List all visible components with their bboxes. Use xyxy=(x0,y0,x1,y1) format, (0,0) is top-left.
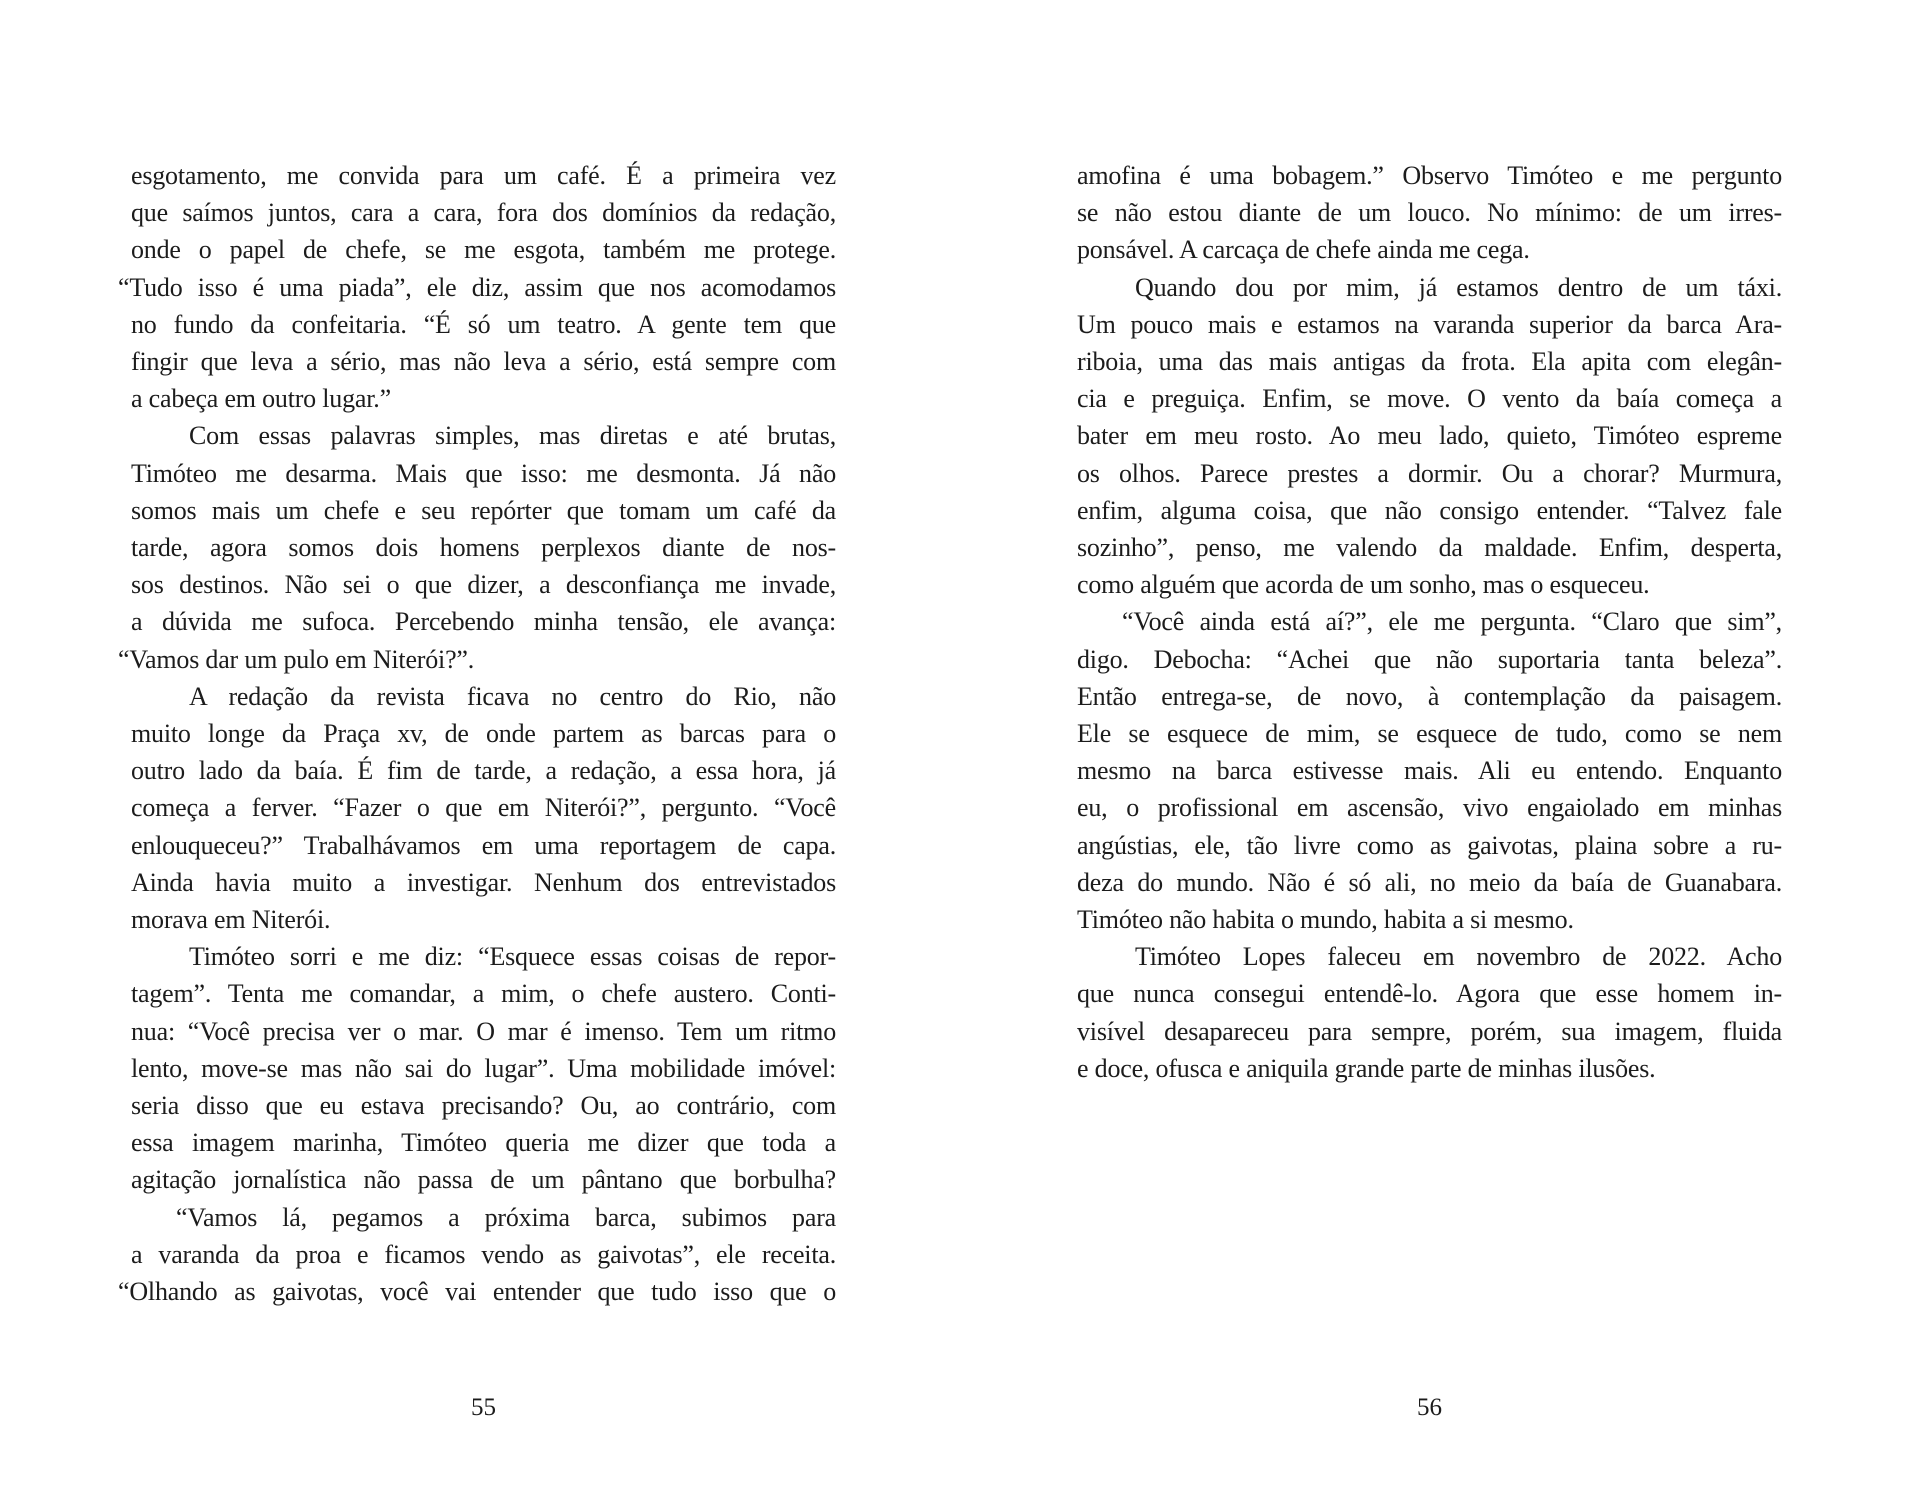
text-line: morava em Niterói. xyxy=(131,905,331,935)
text-line: muito longe da Praça xv, de onde partem as barcas para o xyxy=(131,719,836,749)
text-line: angústias, ele, tão livre como as gaivotas, plaina sobre a ru- xyxy=(1077,830,1782,860)
text-line: que nunca consegui entendê-lo. Agora que esse homem in- xyxy=(1077,979,1782,1009)
text-line: cia e preguiça. Enfim, se move. O vento da baía começa a xyxy=(1077,384,1782,414)
text-line: somos mais um chefe e seu repórter que tomam um café da xyxy=(131,495,836,525)
text-line: Timóteo sorri e me diz: “Esquece essas coisas de repor- xyxy=(189,942,836,972)
text-line: tagem”. Tenta me comandar, a mim, o chefe austero. Conti- xyxy=(131,979,836,1009)
text-line: agitação jornalística não passa de um pântano que borbulha? xyxy=(131,1165,836,1195)
text-line: a dúvida me sufoca. Percebendo minha tensão, ele avança: xyxy=(131,607,836,637)
text-line: tarde, agora somos dois homens perplexos diante de nos- xyxy=(131,533,836,563)
text-line: “Olhando as gaivotas, você vai entender que tudo isso que o xyxy=(118,1277,836,1307)
text-line: “Vamos lá, pegamos a próxima barca, subimos para xyxy=(176,1202,836,1232)
text-line: visível desapareceu para sempre, porém, sua imagem, fluida xyxy=(1077,1016,1782,1046)
text-line: enlouqueceu?” Trabalhávamos em uma reportagem de capa. xyxy=(131,830,836,860)
text-line: “Vamos dar um pulo em Niterói?”. xyxy=(118,644,475,674)
text-line: no fundo da confeitaria. “É só um teatro. A gente tem que xyxy=(131,309,836,339)
text-line: nua: “Você precisa ver o mar. O mar é imenso. Tem um ritmo xyxy=(131,1016,836,1046)
text-line: essa imagem marinha, Timóteo queria me dizer que toda a xyxy=(131,1128,836,1158)
text-line: Timóteo me desarma. Mais que isso: me desmonta. Já não xyxy=(131,458,836,488)
text-line: começa a ferver. “Fazer o que em Niterói?”, pergunto. “Você xyxy=(131,793,836,823)
text-line: sozinho”, penso, me valendo da maldade. Enfim, desperta, xyxy=(1077,533,1782,563)
text-line: deza do mundo. Não é só ali, no meio da baía de Guanabara. xyxy=(1077,867,1782,897)
text-line: enfim, alguma coisa, que não consigo entender. “Talvez fale xyxy=(1077,495,1782,525)
text-line: “Você ainda está aí?”, ele me pergunta. “Claro que sim”, xyxy=(1122,607,1782,637)
page-number-right: 56 xyxy=(1417,1394,1442,1421)
text-line: bater em meu rosto. Ao meu lado, quieto, Timóteo espreme xyxy=(1077,421,1782,451)
text-line: ponsável. A carcaça de chefe ainda me cega. xyxy=(1077,235,1530,265)
text-line: lento, move-se mas não sai do lugar”. Uma mobilidade imóvel: xyxy=(131,1053,836,1083)
text-line: riboia, uma das mais antigas da frota. Ela apita com elegân- xyxy=(1077,347,1782,377)
text-line: como alguém que acorda de um sonho, mas o esqueceu. xyxy=(1077,570,1650,600)
book-page-right-text xyxy=(1077,157,1782,1087)
text-line: Timóteo não habita o mundo, habita a si mesmo. xyxy=(1077,905,1574,935)
text-line: Ele se esquece de mim, se esquece de tudo, como se nem xyxy=(1077,719,1782,749)
text-line: digo. Debocha: “Achei que não suportaria tanta beleza”. xyxy=(1077,644,1782,674)
text-line: Timóteo Lopes faleceu em novembro de 2022. Acho xyxy=(1135,942,1782,972)
text-line: Então entrega-se, de novo, à contemplação da paisagem. xyxy=(1077,681,1782,711)
page-number-left: 55 xyxy=(471,1394,496,1421)
text-line: fingir que leva a sério, mas não leva a sério, está sempre com xyxy=(131,347,836,377)
text-line: se não estou diante de um louco. No mínimo: de um irres- xyxy=(1077,198,1782,228)
text-line: “Tudo isso é uma piada”, ele diz, assim que nos acomodamos xyxy=(118,272,836,302)
text-line: que saímos juntos, cara a cara, fora dos domínios da redação, xyxy=(131,198,836,228)
text-line: amofina é uma bobagem.” Observo Timóteo e me pergunto xyxy=(1077,161,1782,190)
book-page-left-text xyxy=(118,157,836,1310)
text-line: Com essas palavras simples, mas diretas e até brutas, xyxy=(189,421,836,451)
text-line: outro lado da baía. É fim de tarde, a redação, a essa hora, já xyxy=(131,756,836,786)
text-line: a cabeça em outro lugar.” xyxy=(131,384,391,414)
text-line: Ainda havia muito a investigar. Nenhum dos entrevistados xyxy=(131,867,836,897)
text-line: e doce, ofusca e aniquila grande parte de minhas ilusões. xyxy=(1077,1053,1656,1083)
text-line: Quando dou por mim, já estamos dentro de um táxi. xyxy=(1135,272,1782,302)
text-line: eu, o profissional em ascensão, vivo engaiolado em minhas xyxy=(1077,793,1782,823)
text-line: onde o papel de chefe, se me esgota, também me protege. xyxy=(131,235,836,265)
text-line: Um pouco mais e estamos na varanda superior da barca Ara- xyxy=(1077,309,1782,339)
text-line: os olhos. Parece prestes a dormir. Ou a chorar? Murmura, xyxy=(1077,458,1782,488)
text-line: a varanda da proa e ficamos vendo as gaivotas”, ele receita. xyxy=(131,1239,836,1269)
text-line: A redação da revista ficava no centro do Rio, não xyxy=(189,681,836,711)
text-line: seria disso que eu estava precisando? Ou, ao contrário, com xyxy=(131,1091,836,1121)
text-line: sos destinos. Não sei o que dizer, a desconfiança me invade, xyxy=(131,570,836,600)
text-line: mesmo na barca estivesse mais. Ali eu entendo. Enquanto xyxy=(1077,756,1782,786)
text-line: esgotamento, me convida para um café. É a primeira vez xyxy=(131,161,836,190)
